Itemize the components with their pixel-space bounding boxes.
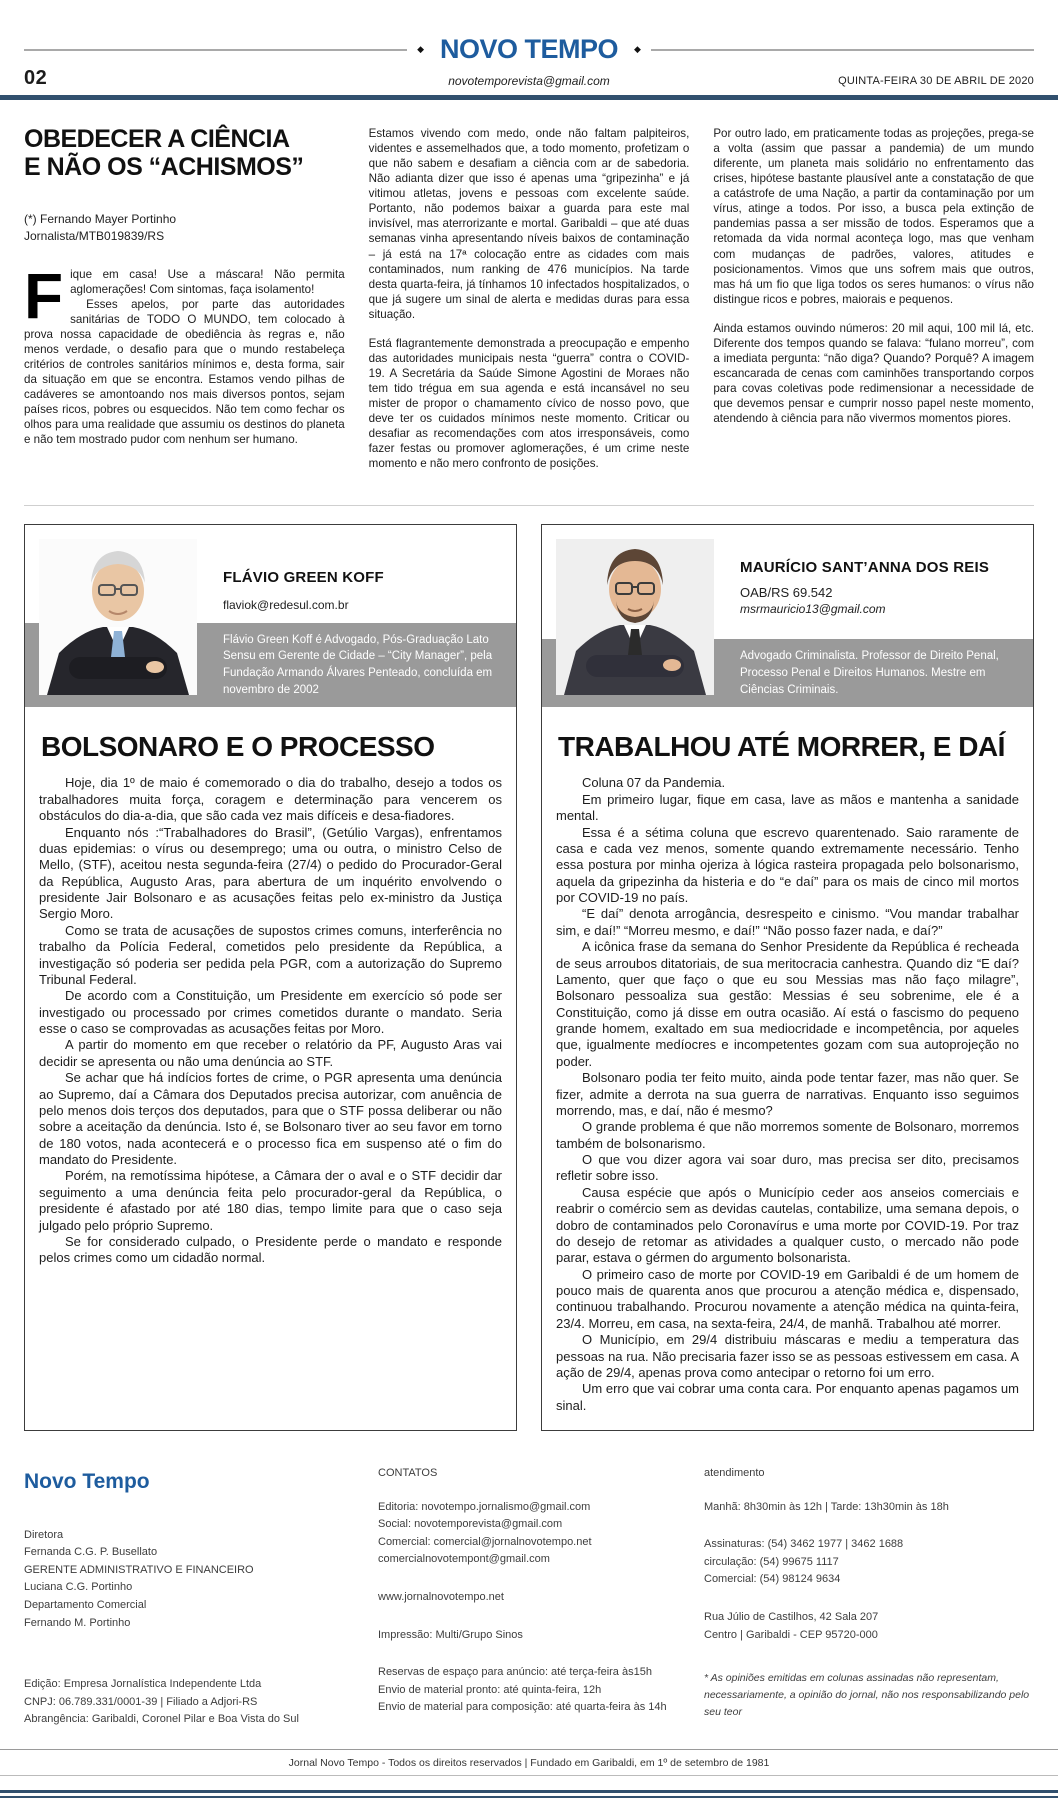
contacts-heading: CONTATOS	[378, 1467, 438, 1479]
footer-line: Editoria: novotempo.jornalismo@gmail.com	[378, 1500, 591, 1513]
footer-line: CNPJ: 06.789.331/0001-39 | Filiado a Adjori-RS	[24, 1695, 258, 1708]
footer-line: Comercial: comercial@jornalnovotempo.net	[378, 1535, 592, 1548]
footer-line: Diretora	[24, 1528, 64, 1541]
footer-line: Abrangência: Garibaldi, Coronel Pilar e Boa Vista do Sul	[24, 1713, 299, 1726]
article-paragraph: Enquanto nós :“Trabalhadores do Brasil”, (Getúlio Vargas), enfrentamos duas epidemias: o vírus ou desemprego; uma ou outra, o ministro Celso de Mello, (STF), aceitou nesta segunda-feira (27/4) o pedido do Procurador-Geral da República, Augusto Aras, para abertura de um inquérito envolvendo o presidente Jair Bolsonaro e as acusações feitas pelo ex-ministro da Justiça Sergio Moro.	[39, 824, 502, 922]
author-email: flaviok@redesul.com.br	[223, 598, 349, 613]
footer-line: Envio de material para composição: até quarta-feira às 14h	[378, 1701, 667, 1714]
opinion-title-line1: OBEDECER A CIÊNCIA	[24, 125, 290, 153]
article-paragraph: Como se trata de acusações de supostos crimes comuns, interferência no trabalho da Polícia Federal, cometidos pelo presidente da República, a investigação só poderia ser pedida pela PGR, com a autorização do Supremo Tribunal Federal.	[39, 922, 502, 987]
footer-line: Fernando M. Portinho	[24, 1616, 131, 1629]
author-photo-flavio	[39, 539, 197, 695]
opinion-col1-body	[24, 259, 345, 448]
footer-address	[704, 1609, 1034, 1644]
author-photo-mauricio	[556, 539, 714, 695]
author-info	[740, 525, 1033, 616]
article-paragraph: Um erro que vai cobrar uma conta cara. Por enquanto apenas pagamos um sinal.	[556, 1381, 1019, 1413]
column-box-mauricio	[541, 524, 1034, 1431]
footer-line: circulação: (54) 99675 1117	[704, 1555, 839, 1568]
article-paragraph: O grande problema é que não morremos somente de Bolsonaro, morremos também de bolsonarismo.	[556, 1119, 1019, 1151]
author-header	[25, 525, 516, 707]
author-email: msrmauricio13@gmail.com	[740, 602, 886, 617]
article-paragraph: Em primeiro lugar, fique em casa, lave as mãos e mantenha a sanidade mental.	[556, 791, 1019, 824]
article-paragraph: “E daí” denota arrogância, desrespeito e cinismo. “Vou mandar trabalhar sim, e daí!” “Morreu mesmo, e daí!” “Não posso fazer nada, e daí?”	[556, 906, 1019, 938]
column-boxes	[24, 524, 1034, 1431]
diamond-icon: ◆	[634, 44, 641, 54]
header-date: QUINTA-FEIRA 30 DE ABRIL DE 2020	[838, 75, 1034, 87]
service-heading: atendimento	[704, 1467, 765, 1479]
footer-line: Social: novotemporevista@gmail.com	[378, 1518, 563, 1531]
article-paragraph: Bolsonaro podia ter feito muito, ainda pode tentar fazer, mas não quer. Se fizer, admite a derrota na sua guerra de narrativas. Enquanto isso seguimos morrendo, mas, e daí, não é mesmo?	[556, 1070, 1019, 1118]
footer-hours: Manhã: 8h30min às 12h | Tarde: 13h30min às 18h	[704, 1500, 949, 1513]
author-bio-strip: Advogado Criminalista. Professor de Direito Penal, Processo Penal e Direitos Humanos. Mestre em Ciências Criminais.	[542, 639, 1033, 707]
footer-line: Reservas de espaço para anúncio: até terça-feira às15h	[378, 1666, 652, 1679]
article-paragraph: A icônica frase da semana do Senhor Presidente da República é recheada de seus arroubos ditatoriais, de sua meritocracia canhestra. Quando diz “E daí? Lamento, quer que faço o que eu sou Messias mas não faço milagre”, Bolsonaro pessoaliza sua gestão: Messias é seu sobrenime, ele é a Constituição, como já disse em outra ocasião. Aí está o fascismo do pequeno grande homem, exaltado em sua mediocridade e incompetência, por aqueles que, igualmente medíocres e incompetentes gozam com sua autoprojeção no poder.	[556, 939, 1019, 1069]
article-paragraph: Se achar que há indícios fortes de crime, o PGR apresenta uma denúncia ao Supremo, daí a Câmara dos Deputados precisa autorizar, com anuência de pelo menos dois terços dos deputados, para que o STF possa deliberar ou não sobre a aceitação da denúncia. Isto é, se Bolsonaro tiver ao seu favor em torno de 180 votos, nada acontecerá e o processo fica em suspenso até o fim do mandato do Presidente.	[39, 1070, 502, 1167]
footer-line: Fernanda C.G. P. Busellato	[24, 1546, 158, 1559]
opinion-paragraph: Por outro lado, em praticamente todas as projeções, prega-se a volta (assim que passar a pandemia) de um mundo diferente, um planeta mais solidário no enfrentamento das crises, hipótese bastante plausível ante a constatação de que a catástrofe de uma Nação, a partir da contaminação por um vírus, atinge a todos. Por isso, a busca pela extinção de pandemias passa a ser missão de todos. Esperamos que a retomada da vida normal aconteça logo, mas que venham com mudanças de padrões, valores, atitudes e posicionamentos. Vimos que uns sofrem mais que outros, mas há um fio que liga todos os seres humanos: o vírus não distingue ricos e pobres, maiorais e pequenos.	[713, 127, 1034, 306]
article-paragraph: Hoje, dia 1º de maio é comemorado o dia do trabalho, desejo a todos os trabalhadores muita força, coragem e determinação para vencerem os obstáculos do dia-a-dia, que são cada vez mais difíceis e desa-fiadores.	[39, 775, 502, 824]
article-paragraph: Porém, na remotíssima hipótese, a Câmara der o aval e o STF decidir dar seguimento a uma denúncia feita pelo procurador-geral da República, o presidente é afastado por até 180 dias, tempo limite para que o caso seja julgado pelo próprio Supremo.	[39, 1168, 502, 1233]
footer-staff	[24, 1527, 354, 1633]
footer-disclaimer: * As opiniões emitidas em colunas assinadas não representam, necessariamente, a opinião do jornal, não nos responsabilizando pelo seu teor	[704, 1672, 1030, 1718]
footer-line: Envio de material pronto: até quinta-feira, 12h	[378, 1683, 602, 1696]
footer-printing: Impressão: Multi/Grupo Sinos	[378, 1628, 523, 1641]
footer-line: Centro | Garibaldi - CEP 95720-000	[704, 1628, 878, 1641]
footer-line: Departamento Comercial	[24, 1598, 147, 1611]
footer-deadlines	[378, 1664, 680, 1717]
footer-line: Edição: Empresa Jornalística Independente Ltda	[24, 1678, 262, 1691]
opinion-column-3	[713, 126, 1034, 485]
opinion-paragraph: Está flagrantemente demonstrada a preocupação e empenho das autoridades municipais nesta “guerra” contra o COVID-19. A Secretária da Saúde Simone Agostini de Moraes não tem tido trégua em sua agenda e está incansável no seu mister de propor o chamamento cívico de nosso povo, que deve ter os cuidados mínimos neste momento. Criticar ou desafiar as recomendações com atos irresponsáveis, como fazer festas ou promover aglomerações, é um crime neste momento e não mero confronto de posições.	[368, 336, 690, 471]
footer-double-rule	[0, 1790, 1058, 1798]
opinion-paragraph: Ainda estamos ouvindo números: 20 mil aqui, 100 mil lá, etc. Diferente dos tempos quando se falava: “fulano morreu”, com a imediata pergunta: “não diga? Quando? Porquê? A imagem escancarada de cenas com caminhões transportando corpos para covas coletivas pode redimensionar a necessidade de que devemos pensar e cumprir nosso papel neste momento, atendendo à ciência para não vivermos momentos piores.	[713, 321, 1034, 426]
page-bottom	[0, 1749, 1058, 1798]
footer-phones	[704, 1536, 1034, 1589]
footer-col-contacts	[378, 1465, 680, 1749]
article-paragraph: O primeiro caso de morte por COVID-19 em Garibaldi é de um homem de pouco mais de quarenta anos que procurou a atenção médica e, dispensado, continuou trabalhando. Procurou novamente a atenção médica na quinta-feira, 23/4. Morreu, em casa, na sexta-feira, 24/4, de manhã. Trabalhou até morrer.	[556, 1266, 1019, 1331]
footer-col-service	[704, 1465, 1034, 1749]
footer-col-staff	[24, 1465, 354, 1749]
section-divider	[24, 505, 1034, 506]
article-paragraph: De acordo com a Constituição, um Presidente em exercício só pode ser investigado ou processado por crimes cometidos durante o mandato. Seria esse o caso se comprovadas as acusações feitas por Moro.	[39, 988, 502, 1036]
opinion-paragraph: Esses apelos, por parte das autoridades sanitárias de TODO O MUNDO, tem colocado à prova nossa capacidade de obediência às regras e, não menos verdade, o desafio para que o mundo restabeleça critérios de controles sanitários mínimos e, desta forma, sair da situação em que se encontra. Estamos vendo pilhas de cadáveres se amontoando nos mais diversos pontos, sejam países ricos, pobres ou esquecidos. Não tem como fechar os olhos para uma realidade que assumiu os destinos do planeta e não tem mostrado pudor com nenhum ser humano.	[24, 297, 345, 447]
opinion-title-line2: E NÃO OS “ACHISMOS”	[24, 152, 304, 181]
footer-line: Assinaturas: (54) 3462 1977 | 3462 1688	[704, 1538, 904, 1551]
header-double-rule	[0, 95, 1058, 100]
author-info	[223, 525, 516, 612]
footer-line: Luciana C.G. Portinho	[24, 1581, 133, 1594]
opinion-paragraph: Estamos vivendo com medo, onde não faltam palpiteiros, videntes e assemelhados que, a todo momento, profetizam o que não sabem e desafiam a ciência com ar de sabedoria. Não adianta dizer que isso é apenas uma “gripezinha” e já vitimou atletas, jovens e pessoas com excelente saúde. Portanto, não podemos baixar a guarda para este mal invisível, mas aterrorizante e mortal. Garibaldi – que até duas semanas vinha apresentando níveis baixos de contaminação – já está na 17ª colocação entre as cidades com mais contaminados, num ranking de 476 municípios. Na tarde desta quarta-feira, já tínhamos 10 infectados hospitalizados, o que já sugere um sinal de alerta e medidas duras para essa situação.	[368, 127, 690, 321]
article-paragraph: O que vou dizer agora vai soar duro, mas precisa ser dito, precisamos refletir sobre isso.	[556, 1152, 1019, 1184]
author-name: FLÁVIO GREEN KOFF	[223, 569, 384, 587]
opinion-byline	[24, 211, 345, 245]
diamond-icon: ◆	[417, 44, 424, 54]
opinion-title	[24, 126, 345, 181]
article-paragraph: Se for considerado culpado, o Presidente perde o mandato e responde pelos crimes como um cidadão normal.	[39, 1233, 502, 1266]
footer-line: Comercial: (54) 98124 9634	[704, 1573, 841, 1586]
article-paragraph: Coluna 07 da Pandemia.	[582, 775, 726, 791]
footer-line: GERENTE ADMINISTRATIVO E FINANCEIRO	[24, 1563, 254, 1576]
footer-line: comercialnovotempont@gmail.com	[378, 1553, 550, 1566]
masthead-rule-right	[651, 49, 1034, 51]
footer-contacts	[378, 1499, 680, 1569]
column-box-flavio	[24, 524, 517, 1431]
article-paragraph: O Município, em 29/4 distribuiu máscaras e mediu a temperatura das pessoas na rua. Não precisaria fazer isso se as pessoas estivessem em casa. A ação de 29/4, apenas prova como antecipar o retorno foi um erro.	[556, 1332, 1019, 1380]
opinion-column-2	[369, 126, 690, 485]
masthead-title: NOVO TEMPO	[440, 34, 619, 64]
footer-expediente	[24, 1465, 1034, 1749]
byline-name: (*) Fernando Mayer Portinho	[24, 212, 177, 226]
article-paragraph: A partir do momento em que receber o relatório da PF, Augusto Aras vai decidir se apresenta ou não uma denúncia ao STF.	[39, 1037, 502, 1069]
page-number: 02	[24, 67, 48, 89]
article-paragraph: Essa é a sétima coluna que escrevo quarentenado. Saio raramente de casa e cada vez menos, somente quando extremamente necessário. Tenho essa postura por minha ojeriza à lógica rasteira propagada pelo bolsonarismo, aquela da gripezinha da histeria e do “e daí” para os mais de cinco mil mortos por COVID-19 no país.	[556, 824, 1019, 905]
article-paragraph: Causa espécie que após o Município ceder aos anseios comerciais e reabrir o comércio sem as devidas cautelas, contabilize, uma semana depois, o dobro de contaminados pelo Coronavírus e uma morte por COVID-19. Por traz do desejo de retomar as atividades a qualquer custo, o mercado não pode parar, estava o gérmen do argumento bolsonarista.	[556, 1184, 1019, 1266]
dropcap-letter: F	[24, 259, 64, 332]
article-body	[25, 775, 516, 1282]
article-title: BOLSONARO E O PROCESSO	[41, 731, 435, 763]
header-meta-row	[24, 67, 1034, 90]
opinion-paragraph: ique em casa! Use a máscara! Não permita aglomerações! Com sintomas, faça isolamento!	[70, 267, 345, 296]
footer-company	[24, 1676, 354, 1729]
author-bio-strip: Flávio Green Koff é Advogado, Pós-Graduação Lato Sensu em Gerente de Cidade – “City Manager”, pela Fundação Armando Álvares Penteado, concluída em novembro de 2002	[25, 623, 516, 708]
article-title: TRABALHOU ATÉ MORRER, E DAÍ	[558, 731, 1005, 763]
footer-website: www.jornalnovotempo.net	[378, 1590, 504, 1603]
footer-brand: Novo Tempo	[24, 1470, 150, 1493]
credit-line: Jornal Novo Tempo - Todos os direitos reservados | Fundado em Garibaldi, em 1º de setembro de 1981	[0, 1749, 1058, 1776]
masthead-rule-left	[24, 49, 407, 51]
byline-role: Jornalista/MTB019839/RS	[24, 228, 165, 243]
article-body	[542, 775, 1033, 1430]
header-email: novotemporevista@gmail.com	[448, 74, 610, 88]
footer-line: Rua Júlio de Castilhos, 42 Sala 207	[704, 1610, 879, 1623]
masthead-row	[24, 34, 1034, 65]
opinion-column-1	[24, 126, 345, 485]
opinion-section	[24, 126, 1034, 485]
author-name: MAURÍCIO SANT’ANNA DOS REIS	[740, 559, 990, 577]
author-oab: OAB/RS 69.542	[740, 585, 833, 601]
author-header	[542, 525, 1033, 707]
